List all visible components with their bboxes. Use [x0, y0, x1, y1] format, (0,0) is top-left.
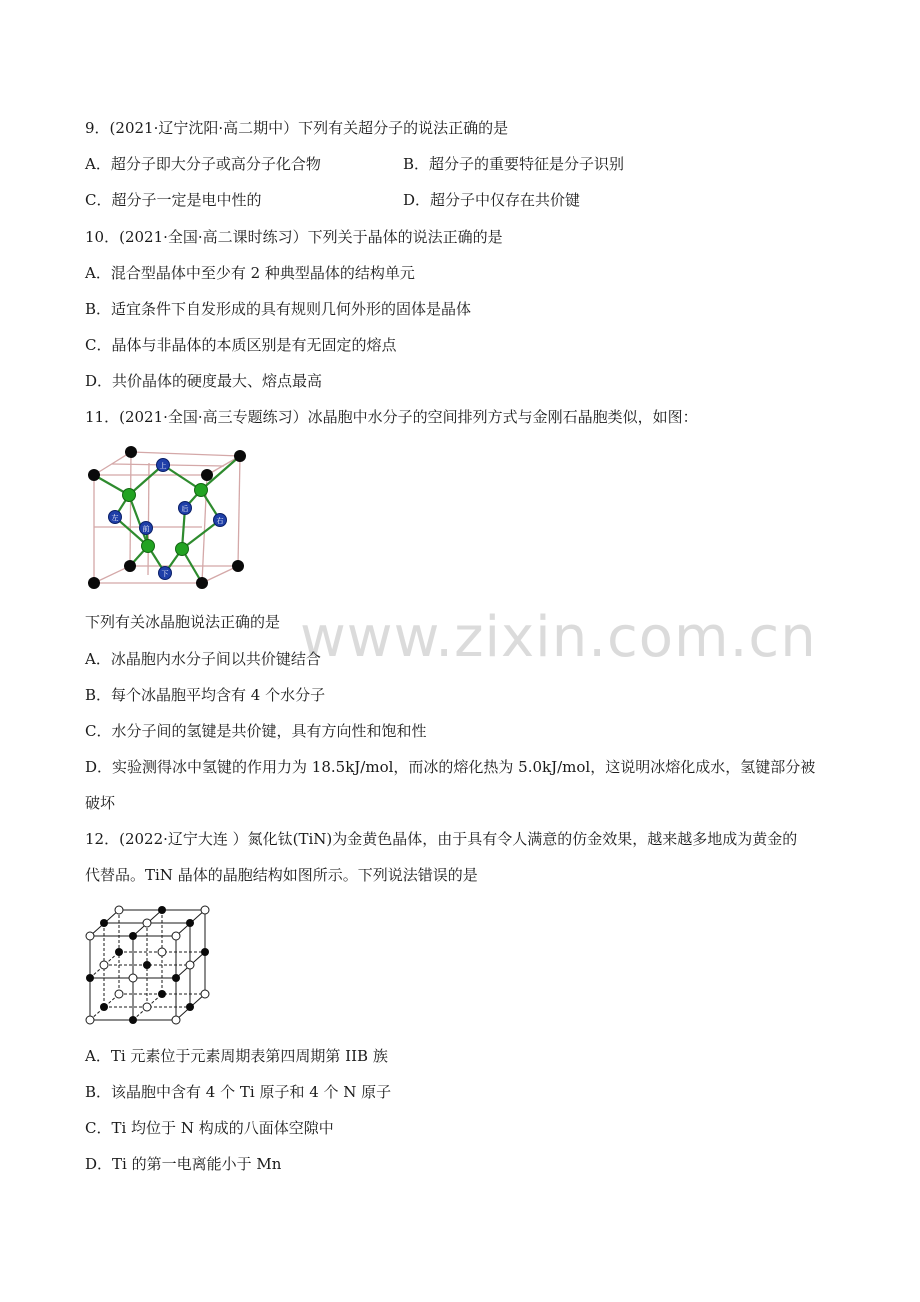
- q12-stem-continued: 代替品。TiN 晶体的晶胞结构如图所示。下列说法错误的是: [85, 866, 478, 884]
- q12-option-d: D．Ti 的第一电离能小于 Mn: [85, 1155, 282, 1173]
- label-back: 后: [181, 505, 189, 513]
- label-bottom: 下: [161, 570, 169, 578]
- q11-option-c: C．水分子间的氢键是共价键，具有方向性和饱和性: [85, 722, 427, 740]
- q10-option-c: C．晶体与非晶体的本质区别是有无固定的熔点: [85, 336, 397, 354]
- q10-stem: 10．(2021·全国·高二课时练习）下列关于晶体的说法正确的是: [85, 228, 503, 246]
- label-right: 右: [216, 517, 224, 525]
- q10-option-b: B．适宜条件下自发形成的具有规则几何外形的固体是晶体: [85, 300, 472, 318]
- q12-option-b: B．该晶胞中含有 4 个 Ti 原子和 4 个 N 原子: [85, 1083, 392, 1101]
- q10-option-d: D．共价晶体的硬度最大、熔点最高: [85, 372, 323, 390]
- watermark: www.zixin.com.cn: [300, 605, 817, 670]
- q11-stem: 11．(2021·全国·高三专题练习）冰晶胞中水分子的空间排列方式与金刚石晶胞类似，如图：: [85, 408, 698, 426]
- ice-unit-cell-figure: [84, 442, 254, 602]
- q11-option-d: D．实验测得冰中氢键的作用力为 18.5kJ/mol，而冰的熔化热为 5.0kJ/mol，这说明冰熔化成水，氢键部分被: [85, 758, 816, 776]
- label-top: 上: [159, 462, 167, 470]
- q9-stem: 9．(2021·辽宁沈阳·高二期中）下列有关超分子的说法正确的是: [85, 119, 509, 137]
- tin-unit-cell-figure: [84, 904, 212, 1026]
- q10-option-a: A．混合型晶体中至少有 2 种典型晶体的结构单元: [85, 264, 415, 282]
- q11-option-d-continued: 破坏: [85, 794, 116, 812]
- q9-option-c: C．超分子一定是电中性的: [85, 191, 262, 209]
- q11-option-b: B．每个冰晶胞平均含有 4 个水分子: [85, 686, 326, 704]
- q12-stem: 12．(2022·辽宁大连 ）氮化钛(TiN)为金黄色晶体，由于具有令人满意的仿金效果，越来越多地成为黄金的: [85, 830, 798, 848]
- q12-option-a: A．Ti 元素位于元素周期表第四周期第 IIB 族: [85, 1047, 388, 1065]
- q9-option-d: D．超分子中仅存在共价键: [403, 191, 581, 209]
- q9-option-b: B．超分子的重要特征是分子识别: [403, 155, 625, 173]
- label-front: 前: [142, 525, 150, 533]
- q11-question: 下列有关冰晶胞说法正确的是: [85, 613, 281, 631]
- q9-option-a: A．超分子即大分子或高分子化合物: [85, 155, 321, 173]
- label-left: 左: [111, 514, 119, 522]
- q12-option-c: C．Ti 均位于 N 构成的八面体空隙中: [85, 1119, 334, 1137]
- q11-option-a: A．冰晶胞内水分子间以共价键结合: [85, 650, 321, 668]
